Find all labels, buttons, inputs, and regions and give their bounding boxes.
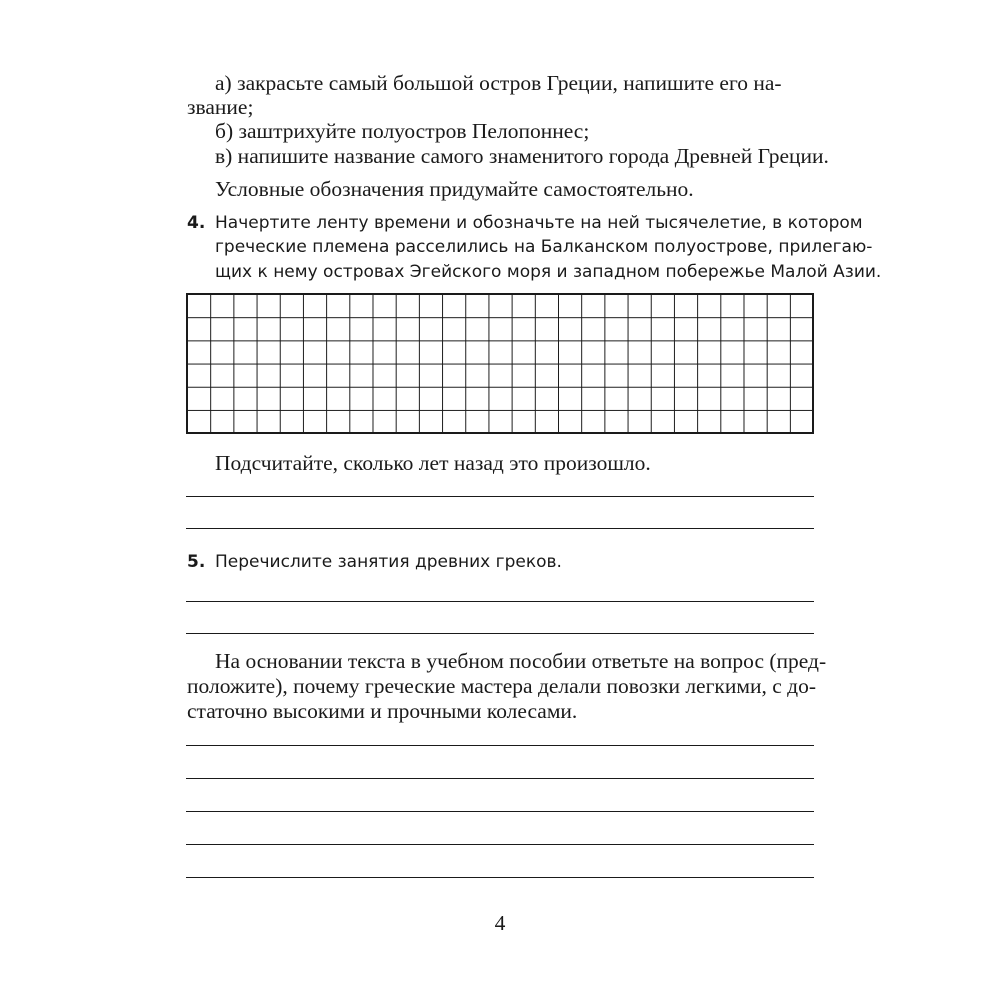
task4-text-line3: щих к нему островах Эгейского моря и западном побережье Малой Азии. (215, 262, 882, 282)
task3-item-a-line2: звание; (187, 95, 254, 119)
task3-item-b: б) заштрихуйте полуостров Пелопоннес; (215, 119, 590, 143)
answer-line[interactable] (186, 778, 814, 779)
task4-text-line1: Начертите ленту времени и обозначьте на ней тысячелетие, в котором (215, 213, 863, 233)
task5-text: Перечислите занятия древних греков. (215, 552, 562, 572)
task3-item-a-line1: а) закрасьте самый большой остров Греции, напишите его на- (215, 71, 782, 95)
answer-line[interactable] (186, 811, 814, 812)
task5-followup-line2: положите), почему греческие мастера делали повозки легкими, с до- (187, 674, 816, 698)
answer-line[interactable] (186, 745, 814, 746)
task4-number: 4. (187, 213, 206, 233)
task5-number: 5. (187, 552, 206, 572)
answer-line[interactable] (186, 496, 814, 497)
task5-followup-line3: статочно высокими и прочными колесами. (187, 699, 578, 723)
task3-item-c: в) напишите название самого знаменитого города Древней Греции. (215, 144, 829, 168)
task5-followup-line1: На основании текста в учебном пособии ответьте на вопрос (пред- (215, 649, 827, 673)
task3-legend-note: Условные обозначения придумайте самостоятельно. (215, 177, 694, 201)
answer-line[interactable] (186, 633, 814, 634)
answer-line[interactable] (186, 844, 814, 845)
timeline-grid[interactable] (186, 293, 814, 434)
answer-line[interactable] (186, 528, 814, 529)
page-number: 4 (494, 911, 506, 935)
answer-line[interactable] (186, 877, 814, 878)
task4-followup: Подсчитайте, сколько лет назад это произошло. (215, 451, 651, 475)
task4-text-line2: греческие племена расселились на Балканском полуострове, прилегаю- (215, 237, 873, 257)
answer-line[interactable] (186, 601, 814, 602)
